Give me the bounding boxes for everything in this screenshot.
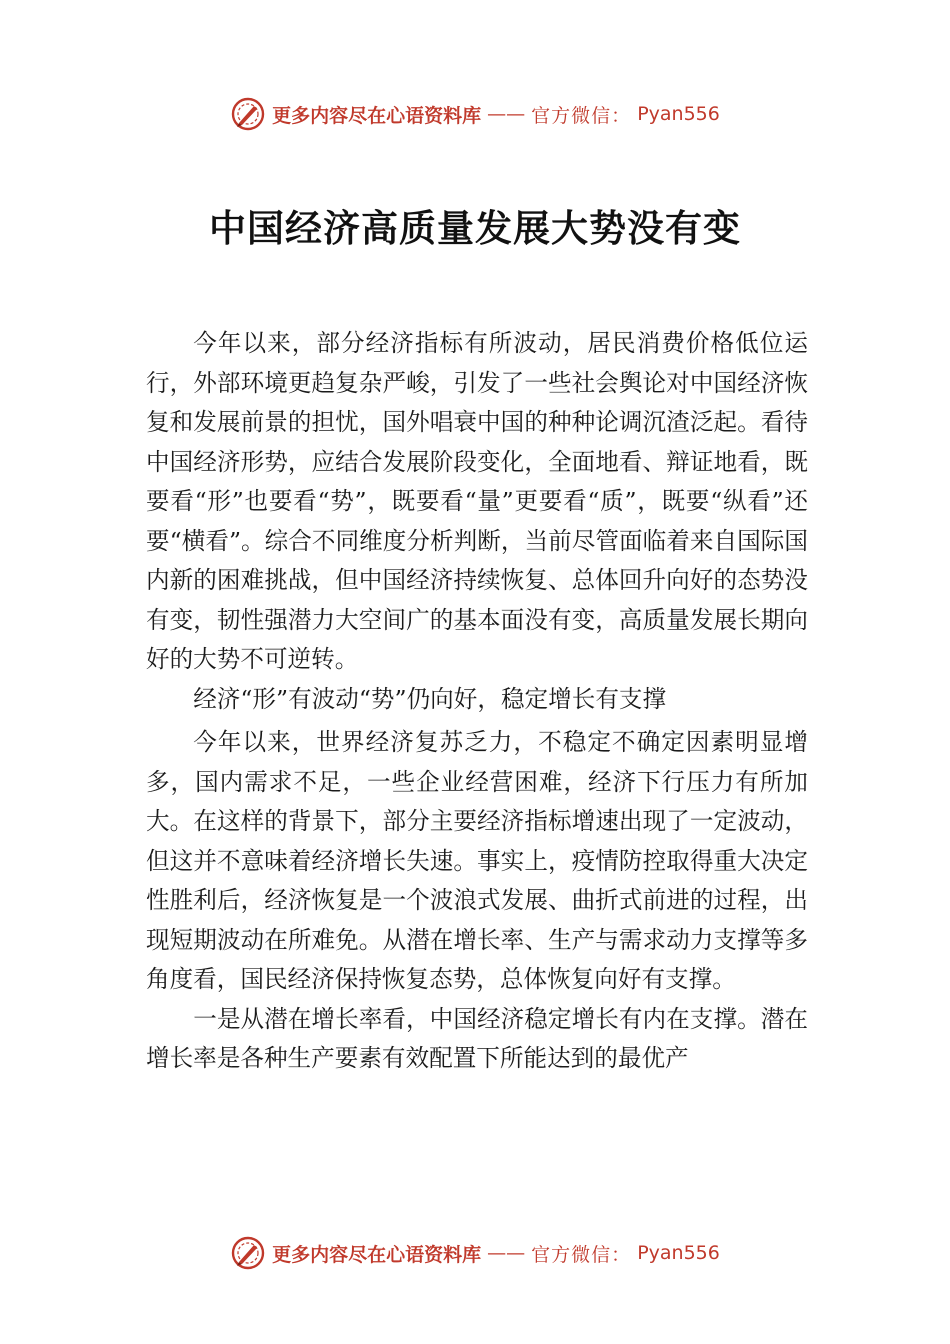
banner-separator: ——: [487, 1242, 526, 1264]
banner-wechat-label: 官方微信：: [531, 1243, 632, 1266]
body-paragraph-section: 今年以来，世界经济复苏乏力，不稳定不确定因素明显增多，国内需求不足，一些企业经营困难，经济下行压力有所加大。在这样的背景下，部分主要经济指标增速出现了一定波动，但这并不意味着经济增长失速。事实上，疫情防控取得重大决定性胜利后，经济恢复是一个波浪式发展、曲折式前进的过程，出现短期波动在所难免。从潜在增长率、生产与需求动力支撑等多角度看，国民经济保持恢复态势，总体恢复向好有支撑。: [146, 728, 808, 993]
banner-wechat-account: Pyan556: [637, 1242, 720, 1264]
pen-logo-icon: [230, 1235, 266, 1271]
header-watermark-banner: [0, 94, 950, 134]
section-heading: 经济“形”有波动“势”仍向好，稳定增长有支撑: [193, 684, 667, 713]
pen-logo-icon: [230, 96, 266, 132]
document-body: [146, 324, 808, 1079]
document-title: 中国经济高质量发展大势没有变: [209, 206, 741, 250]
body-paragraph-intro: 今年以来，部分经济指标有所波动，居民消费价格低位运行，外部环境更趋复杂严峻，引发了一些社会舆论对中国经济恢复和发展前景的担忧，国外唱衰中国的种种论调沉渣泛起。看待中国经济形势，应结合发展阶段变化，全面地看、辩证地看，既要看“形”也要看“势”，既要看“量”更要看“质”，既要“纵看”还要“横看”。综合不同维度分析判断，当前尽管面临着来自国际国内新的困难挑战，但中国经济持续恢复、总体回升向好的态势没有变，韧性强潜力大空间广的基本面没有变，高质量发展长期向好的大势不可逆转。: [146, 329, 808, 673]
banner-wechat-account: Pyan556: [637, 103, 720, 125]
banner-brand-text: 更多内容尽在心语资料库: [272, 1243, 482, 1266]
banner-separator: ——: [487, 103, 526, 125]
banner-wechat-label: 官方微信：: [531, 104, 632, 127]
banner-brand-text: 更多内容尽在心语资料库: [272, 104, 482, 127]
footer-watermark-banner: [0, 1233, 950, 1273]
body-paragraph-point-one: 一是从潜在增长率看，中国经济稳定增长有内在支撑。潜在增长率是各种生产要素有效配置下所能达到的最优产: [146, 1004, 808, 1072]
